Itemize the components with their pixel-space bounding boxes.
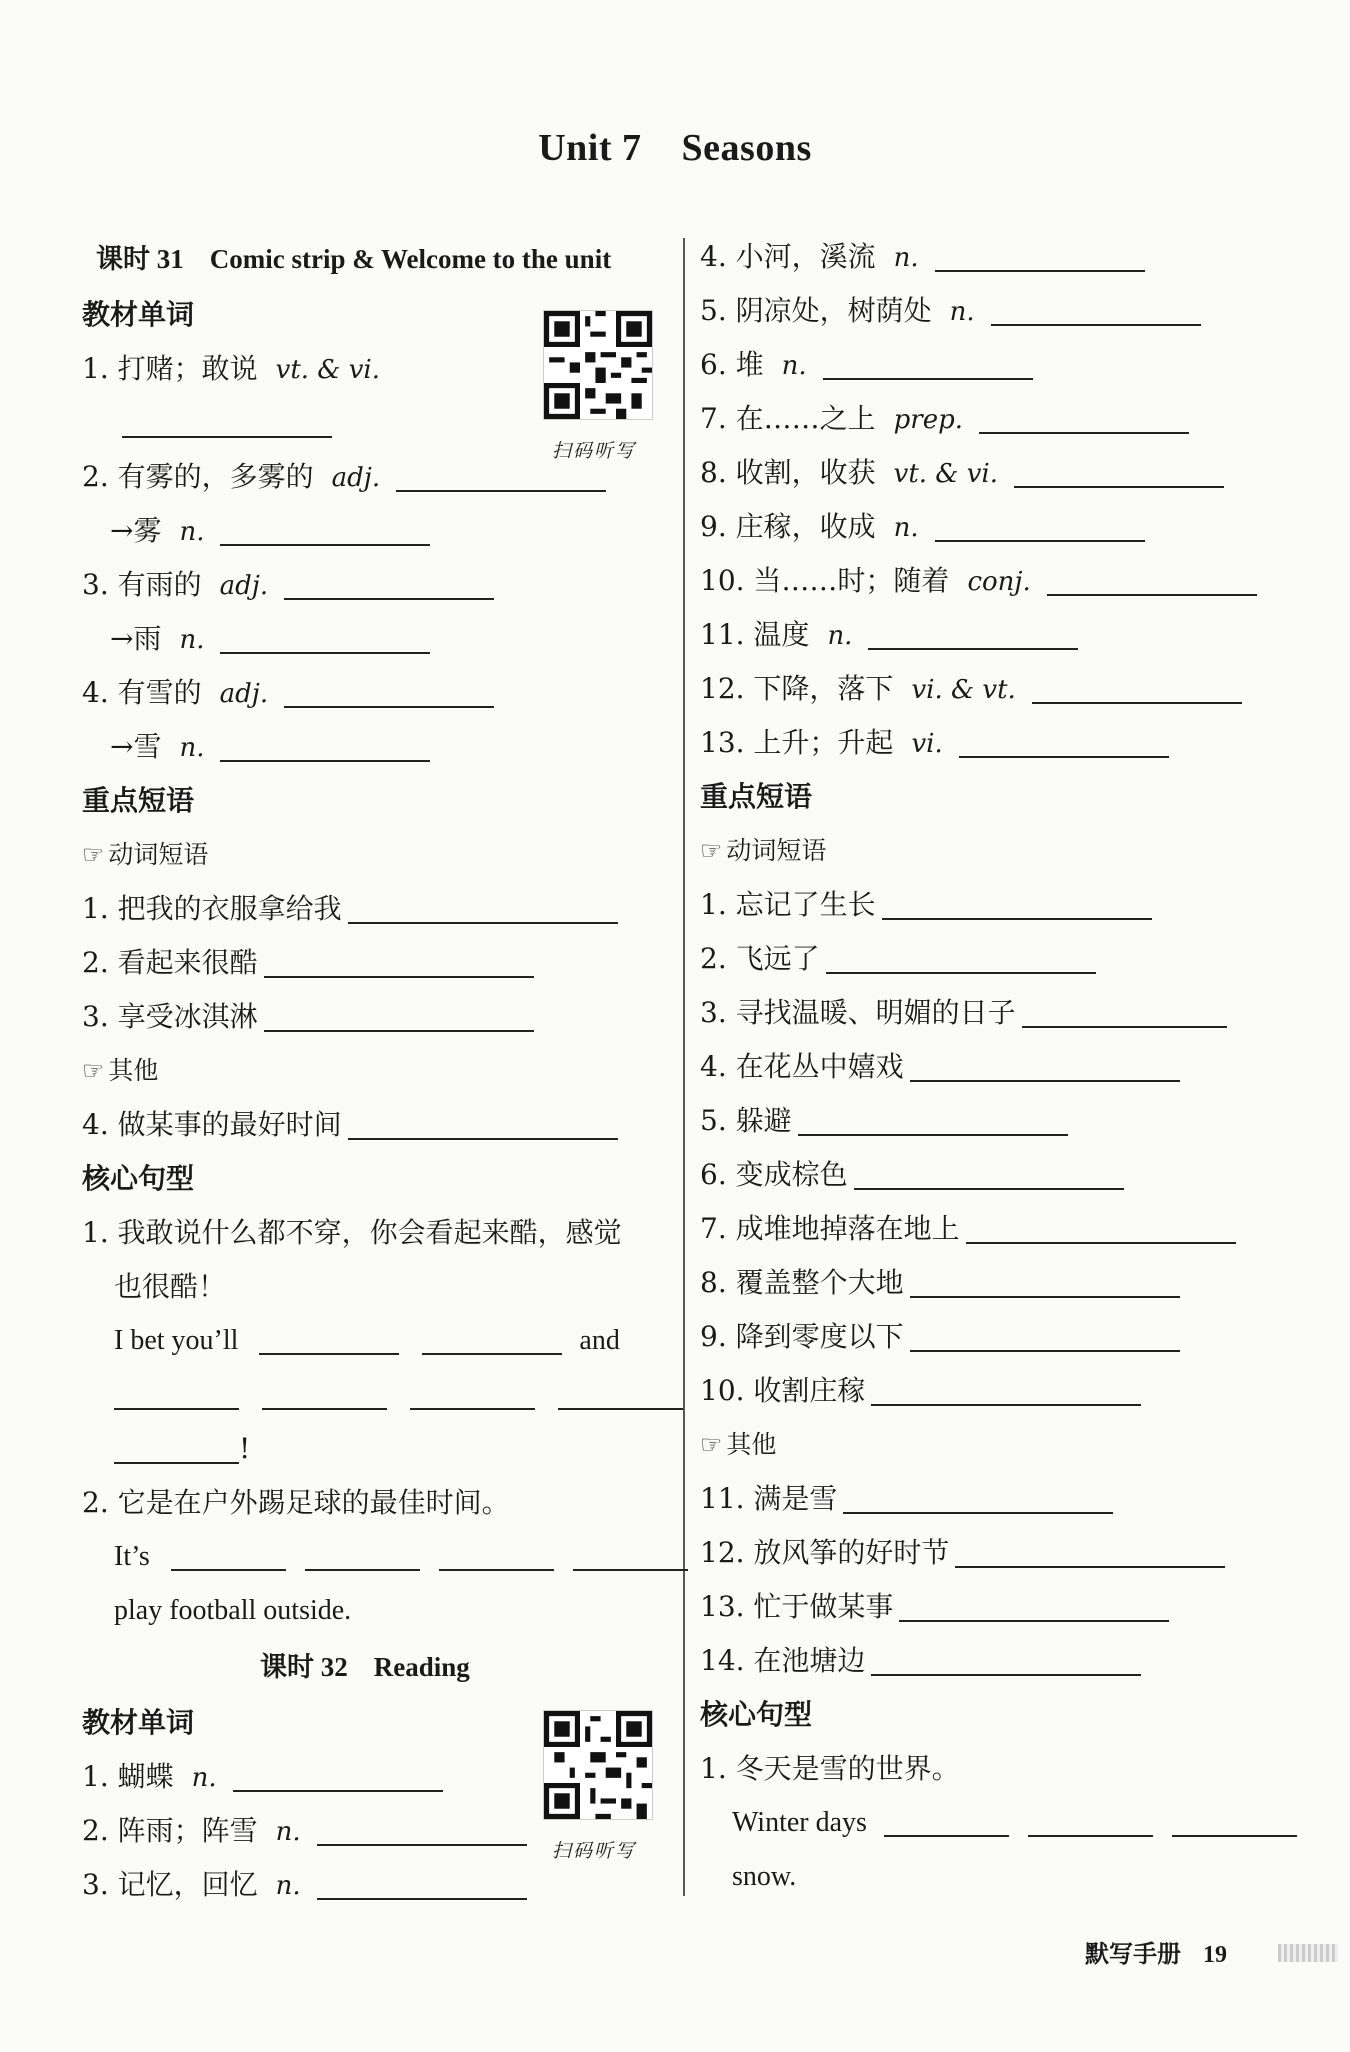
lesson-32-heading: 课时 32 Reading xyxy=(260,1652,470,1682)
phrases-heading: 重点短语 xyxy=(82,784,195,817)
word-item: 10. 当……时；随着 conj. xyxy=(700,554,1300,608)
phrase-item: 4. 在花丛中嬉戏 xyxy=(700,1040,1300,1094)
answer-blank[interactable] xyxy=(871,1402,1141,1406)
word-item: →雨 n. xyxy=(82,612,674,666)
answer-blank[interactable] xyxy=(884,1833,1009,1837)
answer-blank[interactable] xyxy=(1172,1833,1297,1837)
phrase-item: 8. 覆盖整个大地 xyxy=(700,1256,1300,1310)
sentence-en: Winter days xyxy=(700,1796,1300,1850)
answer-blank[interactable] xyxy=(259,1351,399,1355)
phrase-item: 7. 成堆地掉落在地上 xyxy=(700,1202,1300,1256)
phrase-item: 11. 满是雪 xyxy=(700,1472,1300,1526)
words-heading: 教材单词 xyxy=(82,298,195,331)
word-item: 12. 下降，落下 vi. & vt. xyxy=(700,662,1300,716)
answer-blank[interactable] xyxy=(284,704,494,708)
qr-caption: 扫码听写 xyxy=(552,440,637,462)
answer-blank[interactable] xyxy=(305,1567,420,1571)
answer-blank[interactable] xyxy=(220,650,430,654)
answer-blank[interactable] xyxy=(114,1406,239,1410)
page-footer xyxy=(1085,1934,1227,1969)
word-item: 2. 有雾的，多雾的 adj. xyxy=(82,450,674,504)
answer-blank[interactable] xyxy=(955,1564,1225,1568)
phrase-item: 13. 忙于做某事 xyxy=(700,1580,1300,1634)
phrase-item: 3. 寻找温暖、明媚的日子 xyxy=(700,986,1300,1040)
answer-blank[interactable] xyxy=(233,1788,443,1792)
sentence-en: It’s xyxy=(82,1530,674,1584)
answer-blank[interactable] xyxy=(1022,1024,1227,1028)
answer-blank[interactable] xyxy=(1028,1833,1153,1837)
word-item: 6. 堆 n. xyxy=(700,338,1300,392)
answer-blank[interactable] xyxy=(264,1028,534,1032)
phrase-item: 10. 收割庄稼 xyxy=(700,1364,1300,1418)
answer-blank[interactable] xyxy=(220,542,430,546)
phrase-item: 3. 享受冰淇淋 xyxy=(82,990,674,1044)
sentence-en-cont: snow. xyxy=(732,1861,797,1892)
sentence-en: I bet you’ll and xyxy=(114,1325,620,1356)
answer-blank[interactable] xyxy=(264,974,534,978)
answer-blank[interactable] xyxy=(826,970,1096,974)
word-item: 9. 庄稼，收成 n. xyxy=(700,500,1300,554)
unit-topic: Seasons xyxy=(681,127,812,169)
page-title xyxy=(0,126,1350,170)
answer-blank[interactable] xyxy=(573,1567,688,1571)
left-column xyxy=(82,230,674,1912)
answer-blank[interactable] xyxy=(114,1460,239,1464)
word-item: 8. 收割，收获 vt. & vi. xyxy=(700,446,1300,500)
phrases-heading: 重点短语 xyxy=(700,780,813,813)
word-item: 5. 阴凉处，树荫处 n. xyxy=(700,284,1300,338)
sentence-blanks: ! xyxy=(82,1422,674,1476)
phrase-item: 2. 飞远了 xyxy=(700,932,1300,986)
pointing-hand-icon: ☞ xyxy=(700,1430,723,1459)
answer-blank[interactable] xyxy=(823,376,1033,380)
qr-code-icon[interactable] xyxy=(543,1710,653,1820)
pointing-hand-icon: ☞ xyxy=(700,836,723,865)
sentence-en-cont: play football outside. xyxy=(114,1595,352,1626)
answer-blank[interactable] xyxy=(910,1348,1180,1352)
answer-blank[interactable] xyxy=(798,1132,1068,1136)
others-label: ☞ 其他 xyxy=(700,1430,777,1459)
others-label: ☞ 其他 xyxy=(82,1056,159,1085)
sentence-cn-cont: 也很酷！ xyxy=(114,1270,227,1303)
footer-decoration xyxy=(1278,1944,1338,1962)
sentence-cn: 1. 我敢说什么都不穿，你会看起来酷，感觉 xyxy=(82,1216,622,1249)
answer-blank[interactable] xyxy=(439,1567,554,1571)
word-item: 3. 有雨的 adj. xyxy=(82,558,674,612)
phrase-item: 1. 把我的衣服拿给我 xyxy=(82,882,674,936)
answer-blank[interactable] xyxy=(422,1351,562,1355)
sentence-cn: 1. 冬天是雪的世界。 xyxy=(700,1752,960,1785)
answer-blank[interactable] xyxy=(317,1842,527,1846)
phrase-item: 14. 在池塘边 xyxy=(700,1634,1300,1688)
answer-blank[interactable] xyxy=(558,1406,683,1410)
pointing-hand-icon: ☞ xyxy=(82,1056,105,1085)
column-divider xyxy=(683,238,685,1896)
answer-blank[interactable] xyxy=(284,596,494,600)
answer-blank[interactable] xyxy=(843,1510,1113,1514)
answer-blank[interactable] xyxy=(966,1240,1236,1244)
words-heading: 教材单词 xyxy=(82,1706,195,1739)
answer-blank[interactable] xyxy=(220,758,430,762)
answer-blank[interactable] xyxy=(935,538,1145,542)
word-item: →雪 n. xyxy=(82,720,674,774)
answer-blank[interactable] xyxy=(991,322,1201,326)
sentence-blanks xyxy=(82,1368,674,1422)
answer-blank[interactable] xyxy=(910,1078,1180,1082)
sentences-heading: 核心句型 xyxy=(82,1162,195,1195)
phrase-item: 5. 躲避 xyxy=(700,1094,1300,1148)
answer-blank[interactable] xyxy=(410,1406,535,1410)
answer-blank[interactable] xyxy=(854,1186,1124,1190)
verb-phrases-label: ☞ 动词短语 xyxy=(700,836,827,865)
answer-blank[interactable] xyxy=(1032,700,1242,704)
word-item: 7. 在……之上 prep. xyxy=(700,392,1300,446)
right-column xyxy=(700,230,1300,1904)
phrase-item: 9. 降到零度以下 xyxy=(700,1310,1300,1364)
phrase-item: 4. 做某事的最好时间 xyxy=(82,1098,674,1152)
word-item: 1. 打赌；敢说 vt. & vi. xyxy=(82,352,380,385)
answer-blank[interactable] xyxy=(935,268,1145,272)
word-item: 2. 阵雨；阵雪 n. xyxy=(82,1804,674,1858)
sentences-heading: 核心句型 xyxy=(700,1698,813,1731)
phrase-item: 6. 变成棕色 xyxy=(700,1148,1300,1202)
answer-blank[interactable] xyxy=(396,488,606,492)
verb-phrases-label: ☞ 动词短语 xyxy=(82,840,209,869)
qr-code-icon[interactable] xyxy=(543,310,653,420)
phrase-item: 12. 放风筝的好时节 xyxy=(700,1526,1300,1580)
qr-caption: 扫码听写 xyxy=(552,1840,637,1862)
answer-blank[interactable] xyxy=(868,646,1078,650)
word-item: 4. 小河，溪流 n. xyxy=(700,230,1300,284)
answer-blank[interactable] xyxy=(348,1136,618,1140)
answer-blank[interactable] xyxy=(1047,592,1257,596)
answer-blank[interactable] xyxy=(959,754,1169,758)
book-name: 默写手册 xyxy=(1085,1940,1181,1968)
word-item: →雾 n. xyxy=(82,504,674,558)
answer-blank[interactable] xyxy=(1014,484,1224,488)
answer-blank[interactable] xyxy=(348,920,618,924)
word-item: 3. 记忆，回忆 n. xyxy=(82,1858,674,1912)
word-item: 4. 有雪的 adj. xyxy=(82,666,674,720)
answer-blank[interactable] xyxy=(317,1896,527,1900)
answer-blank[interactable] xyxy=(262,1406,387,1410)
sentence-cn: 2. 它是在户外踢足球的最佳时间。 xyxy=(82,1486,510,1519)
word-item: 13. 上升；升起 vi. xyxy=(700,716,1300,770)
page-number: 19 xyxy=(1203,1942,1227,1968)
answer-blank[interactable] xyxy=(899,1618,1169,1622)
lesson-31-heading: 课时 31 Comic strip & Welcome to the unit xyxy=(96,244,612,274)
word-item: 1. 蝴蝶 n. xyxy=(82,1750,674,1804)
pointing-hand-icon: ☞ xyxy=(82,840,105,869)
phrase-item: 2. 看起来很酷 xyxy=(82,936,674,990)
answer-blank[interactable] xyxy=(979,430,1189,434)
answer-blank[interactable] xyxy=(171,1567,286,1571)
answer-blank[interactable] xyxy=(871,1672,1141,1676)
answer-blank[interactable] xyxy=(882,916,1152,920)
phrase-item: 1. 忘记了生长 xyxy=(700,878,1300,932)
word-item: 11. 温度 n. xyxy=(700,608,1300,662)
unit-number: Unit 7 xyxy=(538,127,642,169)
answer-blank[interactable] xyxy=(910,1294,1180,1298)
